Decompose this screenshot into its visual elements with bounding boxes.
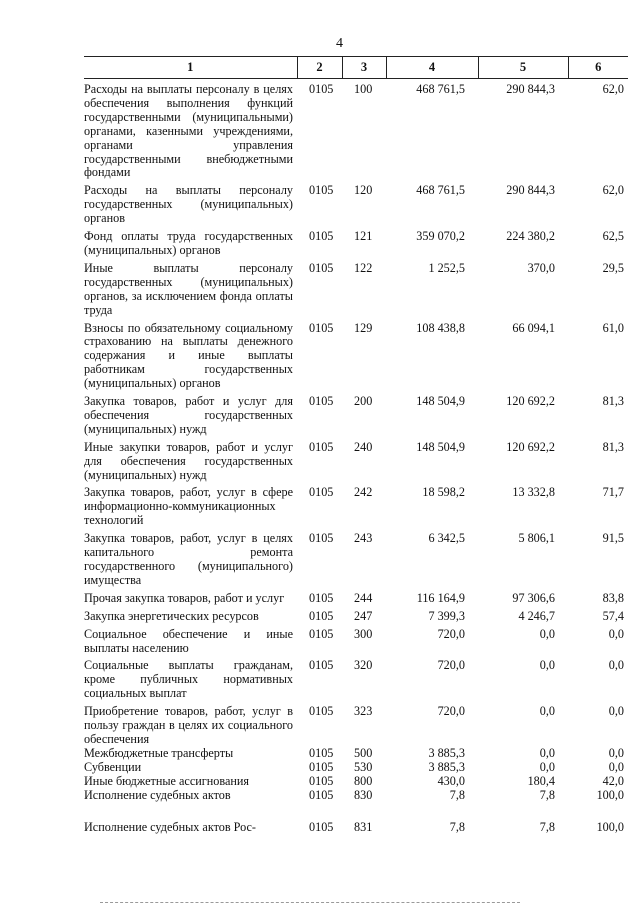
- row-execution-percent: 62,0: [602, 82, 624, 96]
- row-execution-percent: 0,0: [608, 759, 624, 774]
- row-name: Иные выплаты персоналу государственных (муниципальных) органов, за исключением фонда оплаты труда: [84, 260, 293, 317]
- row-expense-type-code: 243: [354, 531, 373, 546]
- row-execution-percent: 61,0: [602, 320, 624, 335]
- table-row: [84, 226, 628, 258]
- row-planned-amount: 430,0: [437, 773, 465, 788]
- row-planned-amount: 3 885,3: [428, 759, 465, 774]
- row-planned-amount: 6 342,5: [428, 531, 465, 546]
- table-row: [84, 775, 628, 789]
- row-section-code: 0105: [309, 759, 334, 774]
- header-row: [84, 57, 628, 79]
- row-execution-percent: 42,0: [602, 773, 624, 788]
- row-executed-amount: 4 246,7: [518, 608, 555, 623]
- row-expense-type-code: 800: [354, 773, 373, 788]
- row-executed-amount: 0,0: [539, 704, 555, 719]
- row-name: Исполнение судебных актов Рос-: [84, 819, 256, 834]
- row-expense-type-code: 244: [354, 590, 373, 605]
- row-section-code: 0105: [309, 745, 334, 760]
- row-executed-amount: 7,8: [539, 787, 555, 802]
- row-name: Закупка товаров, работ, услуг в целях капитального ремонта государственного (муниципального) имущества: [84, 531, 293, 587]
- row-expense-type-code: 300: [354, 626, 373, 641]
- row-expense-type-code: 240: [354, 439, 373, 454]
- row-planned-amount: 7,8: [449, 787, 465, 802]
- row-expense-type-code: 200: [354, 394, 373, 409]
- header-cell-6: 6: [568, 57, 628, 79]
- row-planned-amount: 720,0: [437, 626, 465, 641]
- row-name: Социальные выплаты гражданам, кроме публичных нормативных социальных выплат: [84, 658, 293, 701]
- table-row: [84, 803, 628, 835]
- row-name: Закупка энергетических ресурсов: [84, 608, 259, 623]
- row-executed-amount: 224 380,2: [506, 229, 555, 244]
- row-name: Закупка товаров, работ и услуг для обеспечения государственных (муниципальных) нужд: [84, 394, 293, 436]
- row-executed-amount: 7,8: [539, 819, 555, 834]
- row-section-code: 0105: [309, 320, 334, 335]
- row-name: Закупка товаров, работ, услуг в сфере информационно-коммуникационных технологий: [84, 485, 293, 528]
- row-section-code: 0105: [309, 531, 334, 546]
- header-cell-3: 3: [342, 57, 386, 79]
- row-execution-percent: 0,0: [608, 704, 624, 719]
- table-row: [84, 180, 628, 226]
- row-execution-percent: 100,0: [596, 787, 624, 802]
- header-cell-1: 1: [84, 57, 297, 79]
- row-executed-amount: 290 844,3: [506, 82, 555, 96]
- row-expense-type-code: 121: [354, 229, 373, 244]
- row-execution-percent: 91,5: [602, 531, 624, 546]
- row-expense-type-code: 129: [354, 320, 373, 335]
- row-executed-amount: 97 306,6: [512, 590, 555, 605]
- row-section-code: 0105: [309, 394, 334, 409]
- header-cell-4: 4: [386, 57, 478, 79]
- row-execution-percent: 57,4: [602, 608, 624, 623]
- row-section-code: 0105: [309, 485, 334, 500]
- row-executed-amount: 0,0: [539, 658, 555, 673]
- row-execution-percent: 81,3: [602, 439, 624, 454]
- row-section-code: 0105: [309, 229, 334, 244]
- row-expense-type-code: 100: [354, 82, 373, 96]
- row-planned-amount: 116 164,9: [416, 590, 465, 605]
- row-planned-amount: 1 252,5: [428, 260, 465, 275]
- row-execution-percent: 0,0: [608, 745, 624, 760]
- row-expense-type-code: 122: [354, 260, 373, 275]
- row-executed-amount: 13 332,8: [512, 485, 555, 500]
- table-row: [84, 79, 628, 181]
- row-name: Приобретение товаров, работ, услуг в пользу граждан в целях их социального обеспечения: [84, 704, 293, 746]
- row-expense-type-code: 530: [354, 759, 373, 774]
- row-expense-type-code: 831: [354, 819, 373, 834]
- table-row: [84, 606, 628, 624]
- scan-edge-line: [100, 902, 520, 903]
- row-planned-amount: 7,8: [449, 819, 465, 834]
- table-row: [84, 528, 628, 588]
- row-expense-type-code: 323: [354, 704, 373, 719]
- row-execution-percent: 0,0: [608, 626, 624, 641]
- row-execution-percent: 29,5: [602, 260, 624, 275]
- row-name: Межбюджетные трансферты: [84, 745, 234, 760]
- row-planned-amount: 3 885,3: [428, 745, 465, 760]
- row-section-code: 0105: [309, 658, 334, 673]
- row-executed-amount: 370,0: [527, 260, 555, 275]
- row-name: Расходы на выплаты персоналу государственных (муниципальных) органов: [84, 183, 293, 226]
- row-planned-amount: 148 504,9: [416, 439, 465, 454]
- row-expense-type-code: 500: [354, 745, 373, 760]
- table-row: [84, 655, 628, 701]
- header-cell-5: 5: [478, 57, 568, 79]
- row-name: Иные бюджетные ассигнования: [84, 773, 250, 788]
- row-section-code: 0105: [309, 787, 334, 802]
- header-cell-2: 2: [297, 57, 342, 79]
- row-section-code: 0105: [309, 819, 334, 834]
- row-execution-percent: 81,3: [602, 394, 624, 409]
- table-row: [84, 701, 628, 747]
- row-execution-percent: 62,5: [602, 229, 624, 244]
- row-expense-type-code: 242: [354, 485, 373, 500]
- row-executed-amount: 0,0: [539, 745, 555, 760]
- row-executed-amount: 180,4: [527, 773, 555, 788]
- row-section-code: 0105: [309, 626, 334, 641]
- row-name: Взносы по обязательному социальному страхованию на выплаты денежного содержания и иные выплаты работникам государственных (муниципальных) органов: [84, 320, 293, 391]
- row-expense-type-code: 830: [354, 787, 373, 802]
- row-execution-percent: 100,0: [596, 819, 624, 834]
- row-name: Исполнение судебных актов: [84, 787, 231, 802]
- row-executed-amount: 120 692,2: [506, 439, 555, 454]
- table-row: [84, 391, 628, 437]
- row-planned-amount: 468 761,5: [416, 82, 465, 96]
- table-row: [84, 318, 628, 392]
- table-row: [84, 624, 628, 656]
- row-name: Иные закупки товаров, работ и услуг для обеспечения государственных (муниципальных) нужд: [84, 439, 293, 482]
- row-planned-amount: 7 399,3: [428, 608, 465, 623]
- row-executed-amount: 66 094,1: [512, 320, 555, 335]
- row-executed-amount: 290 844,3: [506, 183, 555, 198]
- row-section-code: 0105: [309, 260, 334, 275]
- row-executed-amount: 120 692,2: [506, 394, 555, 409]
- row-executed-amount: 0,0: [539, 626, 555, 641]
- row-executed-amount: 0,0: [539, 759, 555, 774]
- row-planned-amount: 18 598,2: [422, 485, 465, 500]
- table-row: [84, 482, 628, 528]
- row-name: Субвенции: [84, 759, 142, 774]
- row-expense-type-code: 320: [354, 658, 373, 673]
- row-planned-amount: 468 761,5: [416, 183, 465, 198]
- row-planned-amount: 359 070,2: [416, 229, 465, 244]
- row-section-code: 0105: [309, 82, 334, 96]
- table-row: [84, 588, 628, 606]
- row-section-code: 0105: [309, 590, 334, 605]
- row-name: Социальное обеспечение и иные выплаты населению: [84, 626, 293, 655]
- row-planned-amount: 148 504,9: [416, 394, 465, 409]
- row-execution-percent: 0,0: [608, 658, 624, 673]
- row-section-code: 0105: [309, 608, 334, 623]
- row-executed-amount: 5 806,1: [518, 531, 555, 546]
- row-expense-type-code: 120: [354, 183, 373, 198]
- row-section-code: 0105: [309, 183, 334, 198]
- row-section-code: 0105: [309, 704, 334, 719]
- page-number: 4: [336, 36, 343, 51]
- row-planned-amount: 720,0: [437, 704, 465, 719]
- budget-table: [84, 56, 628, 834]
- table-row: [84, 789, 628, 803]
- table-row: [84, 258, 628, 318]
- row-name: Прочая закупка товаров, работ и услуг: [84, 590, 285, 605]
- row-section-code: 0105: [309, 773, 334, 788]
- table-row: [84, 437, 628, 483]
- row-expense-type-code: 247: [354, 608, 373, 623]
- row-name: Фонд оплаты труда государственных (муниципальных) органов: [84, 229, 293, 257]
- row-section-code: 0105: [309, 439, 334, 454]
- row-planned-amount: 720,0: [437, 658, 465, 673]
- row-planned-amount: 108 438,8: [416, 320, 465, 335]
- row-execution-percent: 71,7: [602, 485, 624, 500]
- row-name: Расходы на выплаты персоналу в целях обеспечения выполнения функций государственными (муниципальными) органами, казенными учреждениями, органами управления государственными внебюджетными фондами: [84, 82, 293, 180]
- table-row: [84, 747, 628, 761]
- row-execution-percent: 83,8: [602, 590, 624, 605]
- row-execution-percent: 62,0: [602, 183, 624, 198]
- table-row: [84, 761, 628, 775]
